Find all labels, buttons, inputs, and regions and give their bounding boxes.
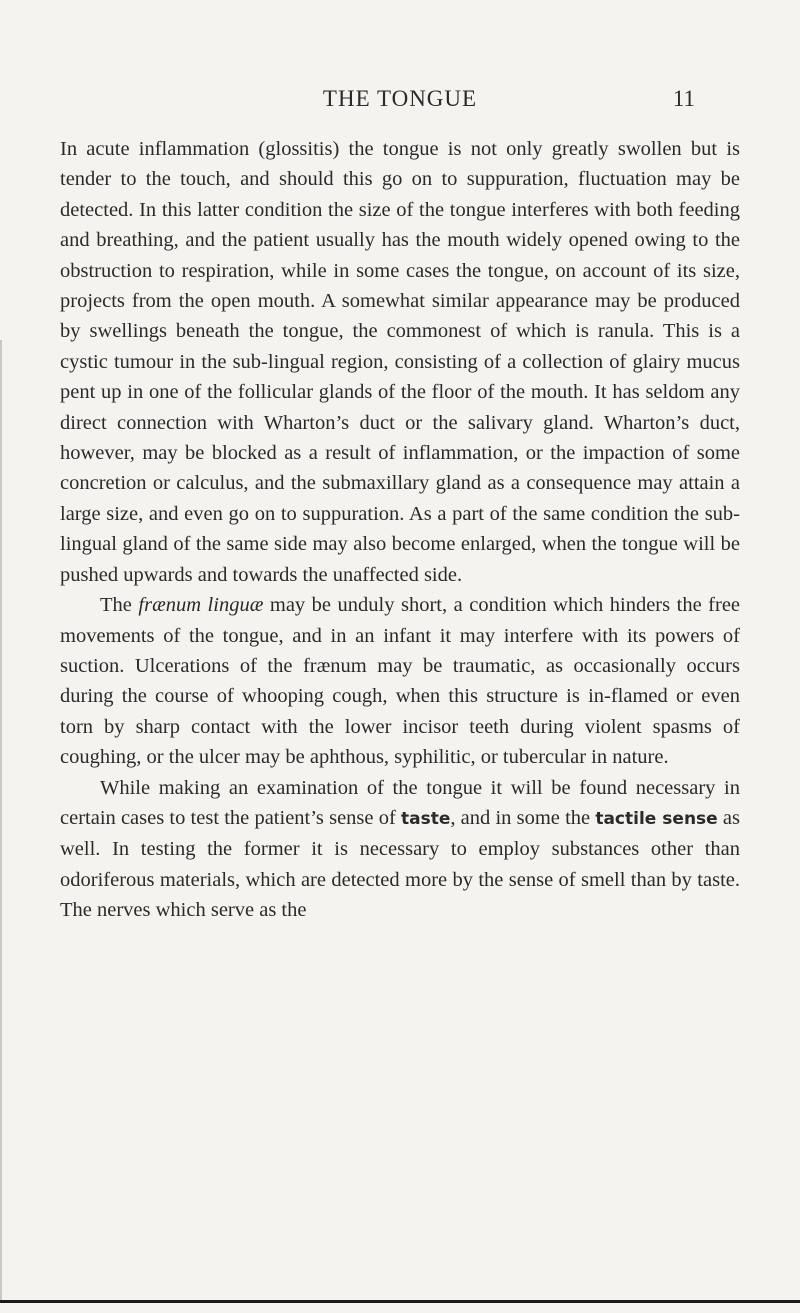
paragraph-glossitis: In acute inflammation (glossitis) the tongue is not only greatly swollen but is tender to the touch, and should this go on to suppuration, fluctuation may be detected. In this latter condition the size of the tongue interferes with both feeding and breathing, and the patient usually has the mouth widely opened owing to the obstruction to respiration, while in some cases the tongue, on account of its size, projects from the open mouth. A somewhat similar appearance may be produced by swellings beneath the tongue, the commonest of which is ranula. This is a cystic tumour in the sub-lingual region, consisting of a collection of glairy mucus pent up in one of the follicular glands of the floor of the mouth. It has seldom any direct connection with Wharton’s duct or the salivary gland. Wharton’s duct, however, may be blocked as a result of inflammation, or the impaction of some concretion or calculus, and the submaxillary gland as a consequence may attain a large size, and even go on to suppuration. As a part of the same condition the sub-lingual gland of the same side may also become enlarged, when the tongue will be pushed upwards and towards the unaffected side. — [60, 138, 740, 586]
taste-intro-text: While making an examination of the tongue it will be found necessary in certain cases to test the patient’s sense of — [60, 776, 740, 829]
frenum-term: frænum linguæ — [138, 594, 264, 617]
frenum-intro-text: The — [100, 594, 139, 617]
bottom-edge-rule — [0, 1300, 800, 1303]
taste-mid-text: , and in some the — [450, 806, 596, 829]
tactile-sense-term: tactile sense — [595, 808, 718, 829]
running-header — [0, 86, 800, 116]
paragraph-frenum — [60, 590, 740, 772]
page-number: 11 — [672, 86, 695, 111]
frenum-body-text: may be unduly short, a condition which hinders the free movements of the tongue, and in an infant it may interfere with its powers of suction. Ulcerations of the frænum may be traumatic, as occasionally occurs during the course of whooping cough, when this structure is in-flamed or even torn by sharp contact with the lower incisor teeth during violent spasms of coughing, or the ulcer may be aphthous, syphilitic, or tubercular in nature. — [60, 594, 741, 769]
body-text — [60, 134, 740, 926]
running-title: THE TONGUE — [322, 86, 478, 111]
taste-body-text: as well. In testing the former it is necessary to employ substances other than odoriferous materials, which are detected more by the sense of smell than by taste. The nerves which serve as the — [60, 806, 740, 922]
page-edge-shadow — [0, 340, 2, 1300]
paragraph-taste — [60, 773, 740, 926]
taste-term: taste — [400, 808, 451, 829]
